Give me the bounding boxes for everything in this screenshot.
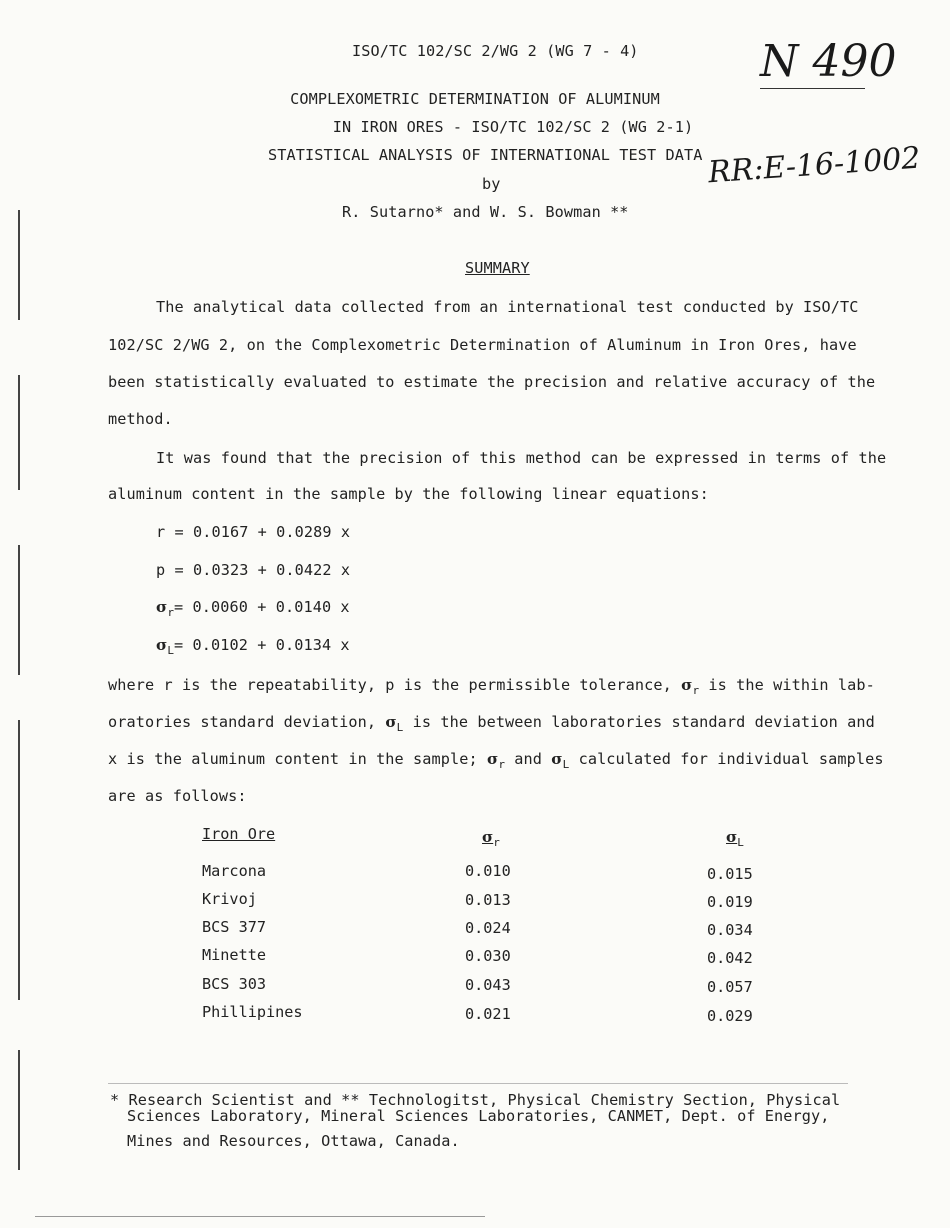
scan-edge-mark: [18, 210, 20, 320]
bottom-scan-rule: [35, 1216, 485, 1217]
paragraph-line: [108, 750, 884, 771]
sigma-symbol: σ: [482, 828, 494, 846]
summary-heading: SUMMARY: [465, 259, 530, 277]
title-line-1: COMPLEXOMETRIC DETERMINATION OF ALUMINUM: [290, 90, 660, 108]
table-row-ore: BCS 377: [202, 918, 267, 936]
table-row-sigma-l: 0.042: [707, 949, 753, 967]
equation-sigma-r: [156, 598, 350, 619]
paragraph-line: [108, 713, 875, 734]
equation-p: p = 0.0323 + 0.0422 x: [156, 561, 351, 579]
sigma-symbol: σ: [726, 828, 738, 846]
sigma-symbol: σ: [156, 636, 168, 654]
table-row-sigma-l: 0.057: [707, 978, 753, 996]
paragraph-line: been statistically evaluated to estimate the precision and relative accuracy of the: [108, 373, 876, 391]
paragraph-line: [108, 676, 875, 697]
table-row-sigma-l: 0.019: [707, 893, 753, 911]
paragraph-line: It was found that the precision of this method can be expressed in terms of the: [156, 449, 887, 467]
subscript: L: [396, 721, 404, 735]
table-row-ore: Marcona: [202, 862, 267, 880]
subscript: r: [692, 684, 700, 698]
text: and: [514, 750, 543, 768]
footnote-line: * Research Scientist and ** Technologitst, Physical Chemistry Section, Physical: [110, 1091, 841, 1109]
title-line-2: IN IRON ORES - ISO/TC 102/SC 2 (WG 2-1): [332, 118, 694, 136]
subscript: r: [167, 606, 175, 620]
table-row-sigma-r: 0.030: [465, 947, 511, 965]
by-line: by: [482, 175, 501, 193]
table-row-ore: Phillipines: [202, 1003, 303, 1021]
text: is the between laboratories standard deviation and: [412, 713, 875, 731]
text: where r is the repeatability, p is the permissible tolerance,: [108, 676, 672, 694]
table-row-ore: Krivoj: [202, 890, 257, 908]
table-header-iron-ore: Iron Ore: [202, 825, 276, 843]
paragraph-line: aluminum content in the sample by the following linear equations:: [108, 485, 709, 503]
sigma-symbol: σ: [681, 676, 693, 694]
equation-text: = 0.0102 + 0.0134 x: [174, 636, 350, 654]
subscript: r: [493, 836, 500, 850]
subscript: L: [562, 758, 570, 772]
footnote-line: Mines and Resources, Ottawa, Canada.: [127, 1132, 460, 1150]
sigma-symbol: σ: [551, 750, 563, 768]
subscript: L: [737, 836, 744, 850]
sigma-symbol: σ: [156, 598, 168, 616]
table-row-ore: Minette: [202, 946, 267, 964]
equation-r: r = 0.0167 + 0.0289 x: [156, 523, 351, 541]
scan-edge-mark: [18, 720, 20, 1000]
subscript: r: [498, 758, 506, 772]
paragraph-line: are as follows:: [108, 787, 247, 805]
table-header-sigma-r: [482, 828, 500, 849]
table-row-sigma-r: 0.013: [465, 891, 511, 909]
authors: R. Sutarno* and W. S. Bowman **: [342, 203, 629, 221]
sigma-symbol: σ: [385, 713, 397, 731]
document-reference: ISO/TC 102/SC 2/WG 2 (WG 7 - 4): [352, 42, 639, 60]
footnote-line: Sciences Laboratory, Mineral Sciences Laboratories, CANMET, Dept. of Energy,: [127, 1107, 830, 1125]
text: is the within lab-: [708, 676, 875, 694]
text: oratories standard deviation,: [108, 713, 377, 731]
table-row-ore: BCS 303: [202, 975, 267, 993]
table-row-sigma-l: 0.015: [707, 865, 753, 883]
scan-edge-mark: [18, 375, 20, 490]
title-line-3: STATISTICAL ANALYSIS OF INTERNATIONAL TEST DATA: [268, 146, 703, 164]
sigma-symbol: σ: [487, 750, 499, 768]
table-row-sigma-r: 0.043: [465, 976, 511, 994]
equation-text: = 0.0060 + 0.0140 x: [174, 598, 350, 616]
equation-sigma-l: [156, 636, 350, 657]
table-header-sigma-l: [726, 828, 744, 849]
text: calculated for individual samples: [578, 750, 884, 768]
table-row-sigma-l: 0.029: [707, 1007, 753, 1025]
subscript: L: [167, 644, 175, 658]
paragraph-line: method.: [108, 410, 173, 428]
table-row-sigma-r: 0.024: [465, 919, 511, 937]
text: x is the aluminum content in the sample;: [108, 750, 478, 768]
doc-number-underline: [760, 88, 865, 89]
table-row-sigma-r: 0.010: [465, 862, 511, 880]
scan-edge-mark: [18, 1050, 20, 1170]
table-row-sigma-r: 0.021: [465, 1005, 511, 1023]
handwritten-doc-number: N 490: [760, 36, 897, 87]
footnote-rule: [108, 1083, 848, 1084]
handwritten-stamp: RR:E-16-1002: [707, 140, 922, 191]
table-row-sigma-l: 0.034: [707, 921, 753, 939]
paragraph-line: 102/SC 2/WG 2, on the Complexometric Determination of Aluminum in Iron Ores, have: [108, 336, 857, 354]
scan-edge-mark: [18, 545, 20, 675]
paragraph-line: The analytical data collected from an international test conducted by ISO/TC: [156, 298, 859, 316]
